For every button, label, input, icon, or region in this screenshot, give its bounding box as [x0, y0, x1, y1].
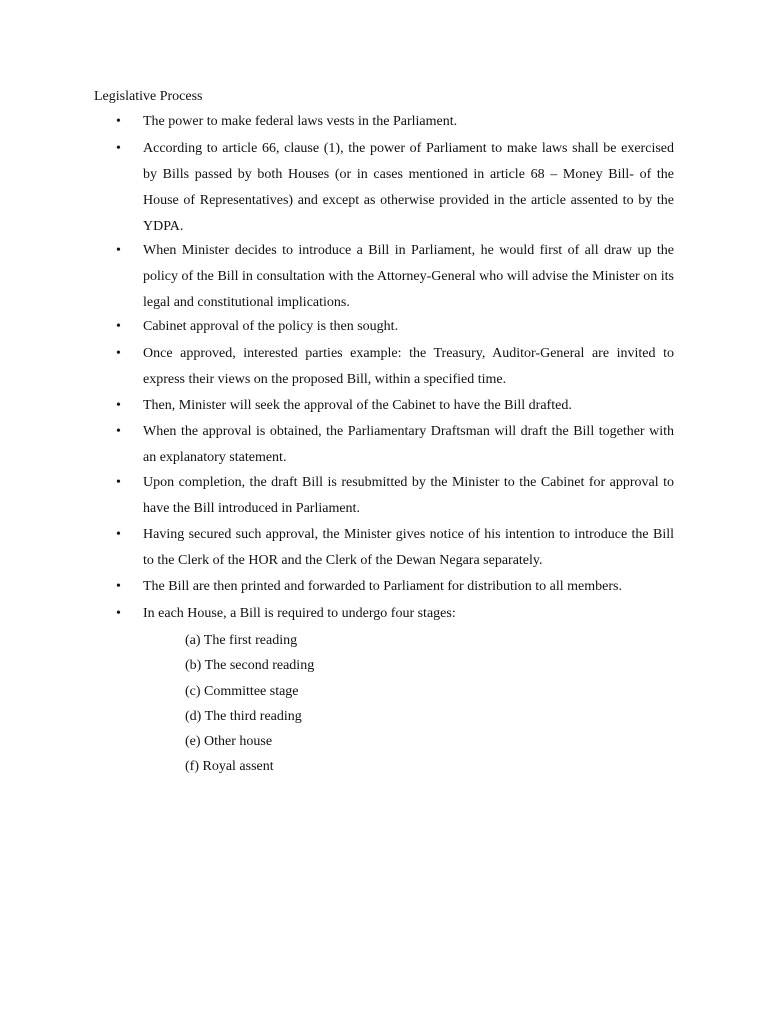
document-heading: Legislative Process [94, 89, 203, 104]
list-item-text: Having secured such approval, the Minister gives notice of his intention to introduce the Bill to the Clerk of the HOR and the Clerk of the Dewan Negara separately. [143, 527, 674, 568]
stage-item: (c) Committee stage [185, 683, 299, 699]
list-item-text: According to article 66, clause (1), the power of Parliament to make laws shall be exercised by Bills passed by both Houses (or in cases mentioned in article 68 – Money Bill- of the House of Representatives) and except as otherwise provided in the article assented to by the YDPA. [143, 141, 674, 234]
bullet-icon: • [116, 475, 121, 490]
list-item-text: In each House, a Bill is required to undergo four stages: [143, 606, 456, 621]
bullet-icon: • [116, 346, 121, 361]
bullet-icon: • [116, 606, 121, 621]
bullet-icon: • [116, 141, 121, 156]
bullet-icon: • [116, 114, 121, 129]
stages-list [185, 628, 314, 780]
list-item-text: When the approval is obtained, the Parliamentary Draftsman will draft the Bill together with an explanatory statement. [143, 424, 674, 465]
list-item-text: Cabinet approval of the policy is then sought. [143, 319, 399, 334]
bullet-icon: • [116, 424, 121, 439]
bullet-icon: • [116, 579, 121, 594]
list-item-text: The power to make federal laws vests in the Parliament. [143, 114, 458, 129]
bullet-icon: • [116, 398, 121, 413]
list-item-text: When Minister decides to introduce a Bill in Parliament, he would first of all draw up the policy of the Bill in consultation with the Attorney-General who will advise the Minister on its legal and constitutional implications. [143, 243, 674, 310]
stage-item: (d) The third reading [185, 708, 302, 724]
stage-item: (a) The first reading [185, 633, 298, 648]
list-item-text: Then, Minister will seek the approval of the Cabinet to have the Bill drafted. [143, 398, 572, 413]
list-item-text: The Bill are then printed and forwarded to Parliament for distribution to all members. [143, 579, 622, 594]
stage-item: (f) Royal assent [185, 759, 274, 775]
stage-item: (e) Other house [185, 734, 273, 750]
stage-item: (b) The second reading [185, 658, 315, 674]
bullet-icon: • [116, 527, 121, 542]
list-item-text: Upon completion, the draft Bill is resubmitted by the Minister to the Cabinet for approval to have the Bill introduced in Parliament. [143, 475, 674, 516]
bullet-icon: • [116, 319, 121, 334]
bullet-icon: • [116, 243, 121, 258]
list-item-text: Once approved, interested parties example: the Treasury, Auditor-General are invited to express their views on the proposed Bill, within a specified time. [143, 346, 674, 387]
